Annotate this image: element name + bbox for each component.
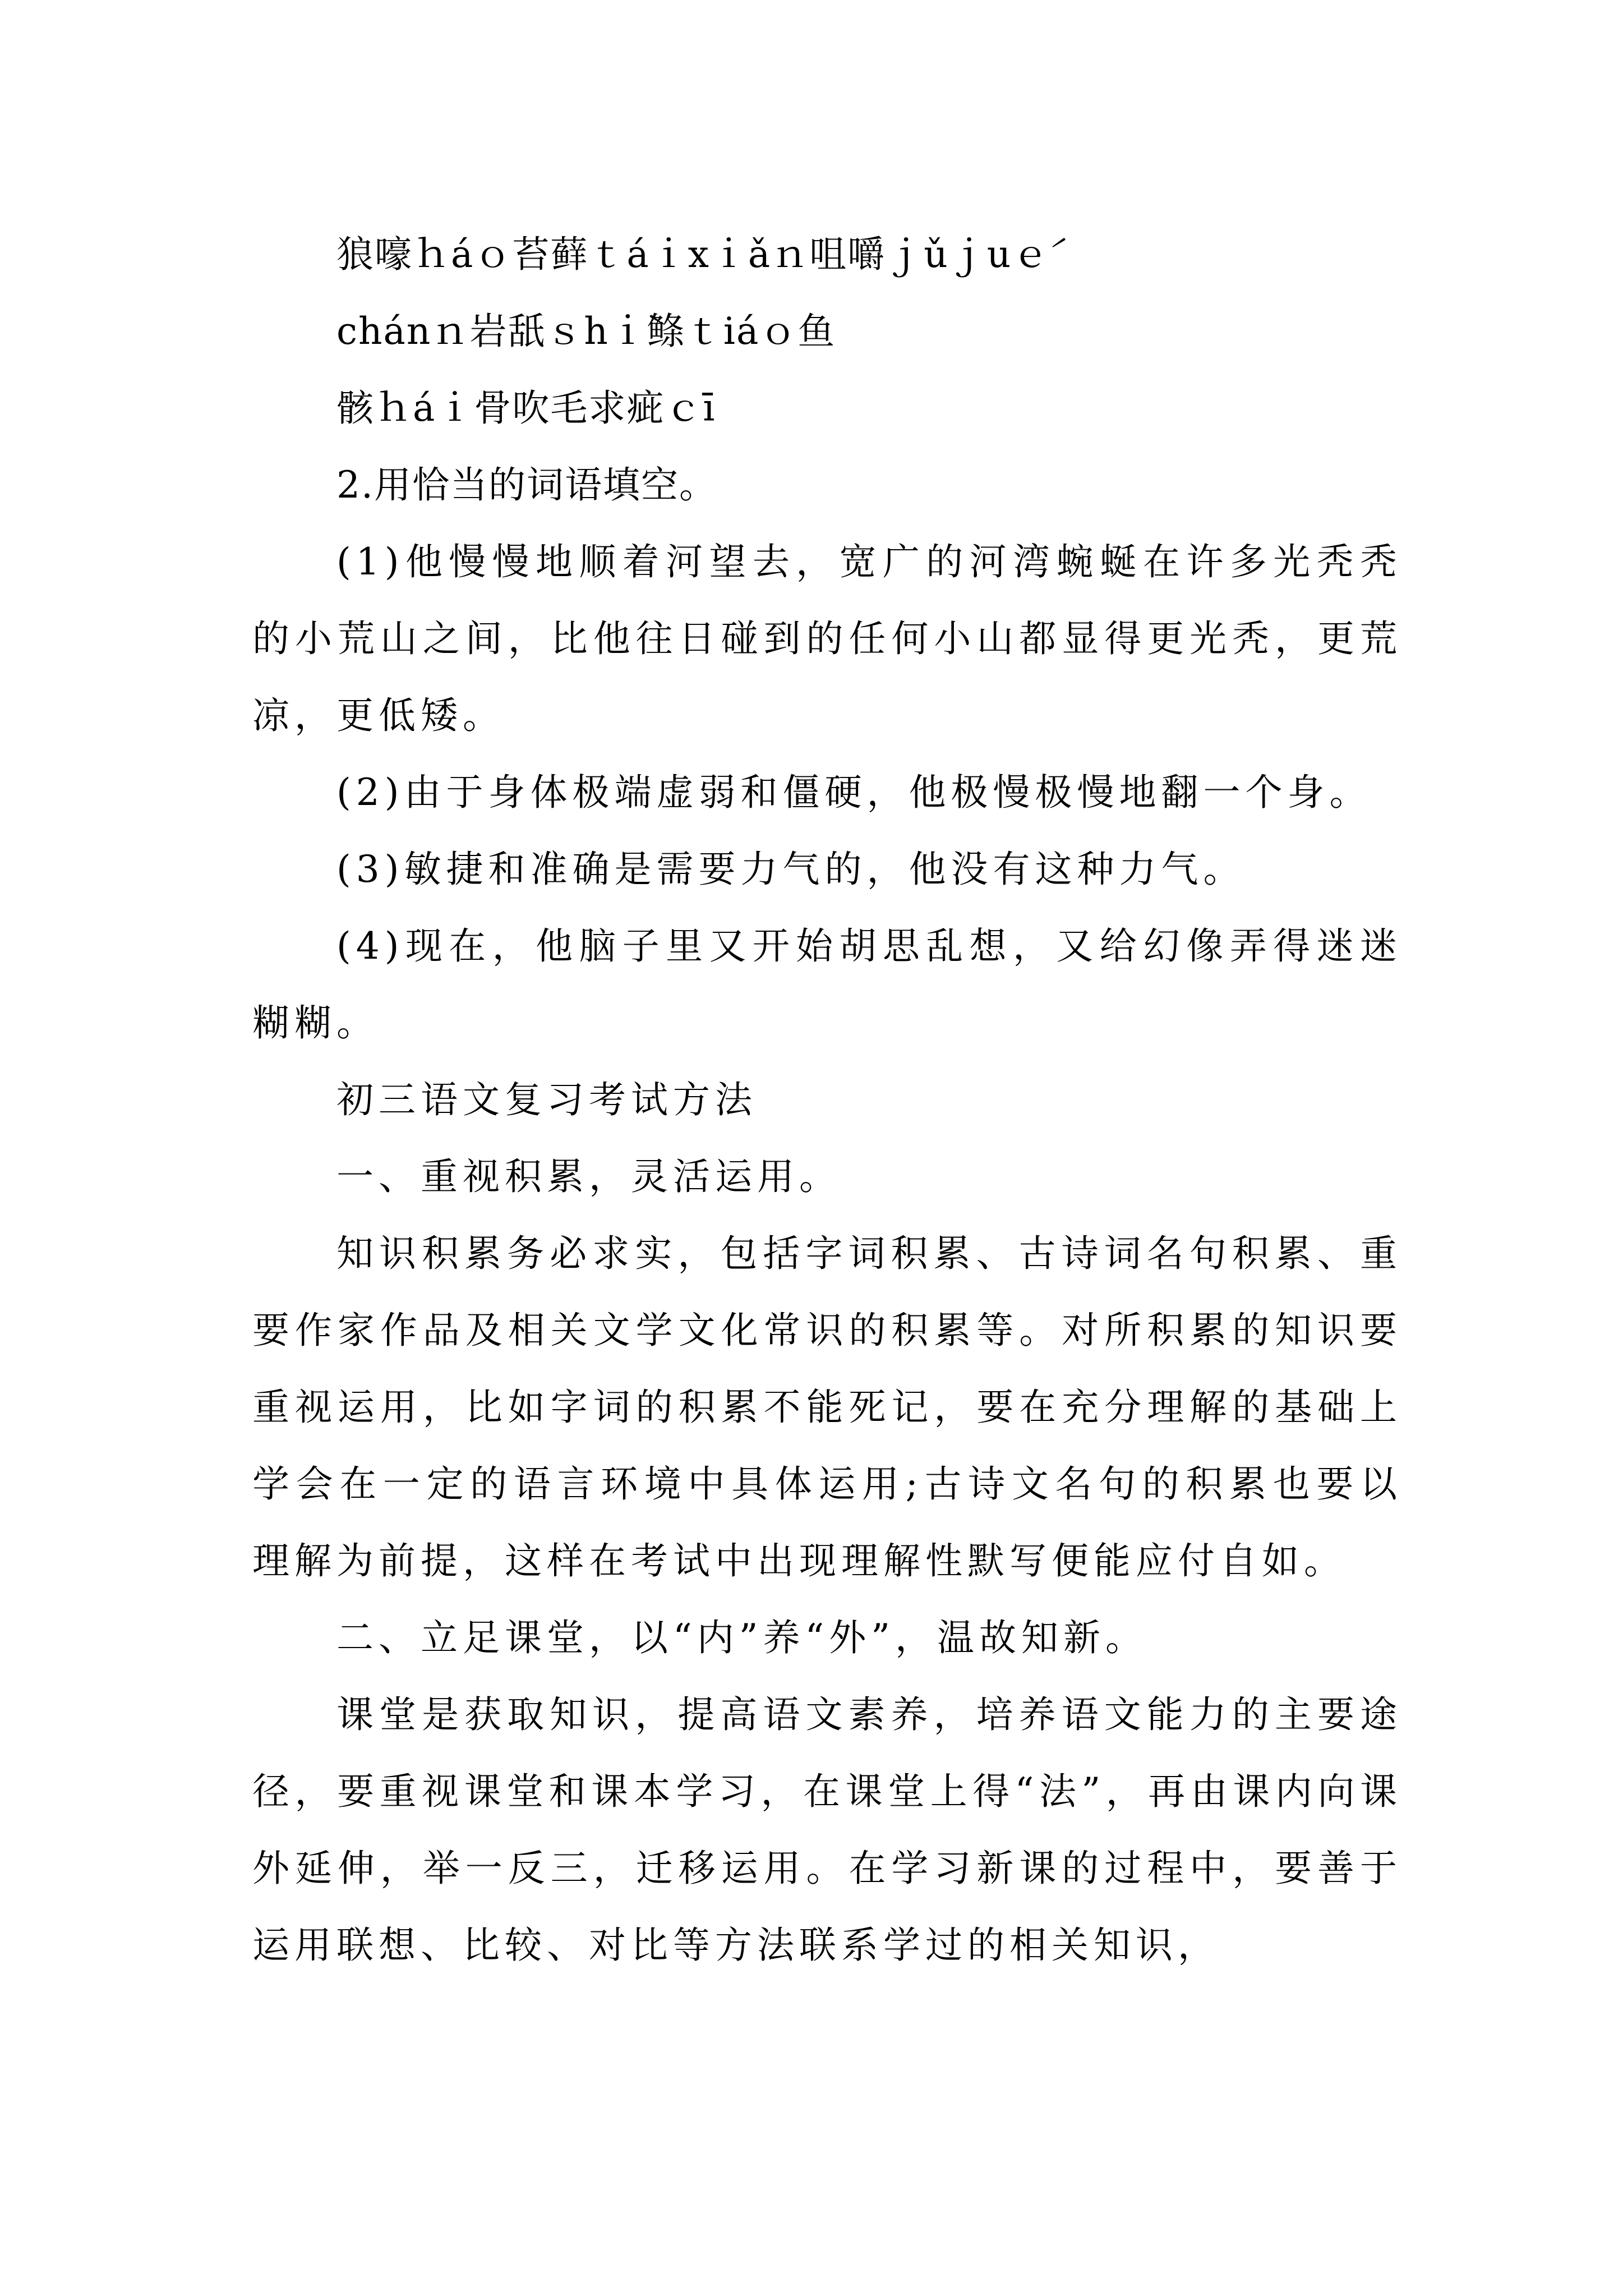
method-paragraph-2: 课堂是获取知识，提高语文素养，培养语文能力的主要途径，要重视课堂和课本学习，在课堂上得“法”，再由课内向课外延伸，举一反三，迁移运用。在学习新课的过程中，要善于运用联想、比较、对比等方法联系学过的相关知识，	[252, 1693, 1402, 1967]
exercise-item-2: (2)由于身体极端虚弱和僵硬，他极慢极慢地翻一个身。	[336, 771, 1372, 814]
pinyin-line-3: 骸ｈáｉ骨吹毛求疵ｃī	[336, 386, 716, 430]
exercise-item-1: (1)他慢慢地顺着河望去，宽广的河湾蜿蜒在许多光秃秃的小荒山之间，比他往日碰到的任何小山都显得更光秃，更荒凉，更低矮。	[252, 540, 1402, 737]
method-paragraph-1: 知识积累务必求实，包括字词积累、古诗词名句积累、重要作家作品及相关文学文化常识的积累等。对所积累的知识要重视运用，比如字词的积累不能死记，要在充分理解的基础上学会在一定的语言环境中具体运用;古诗文名句的积累也要以理解为前提，这样在考试中出现理解性默写便能应付自如。	[252, 1232, 1402, 1582]
section-title: 初三语文复习考试方法	[336, 1078, 757, 1121]
method-heading-1: 一、重视积累，灵活运用。	[336, 1155, 841, 1198]
exercise-item-4: (4)现在，他脑子里又开始胡思乱想，又给幻像弄得迷迷糊糊。	[252, 924, 1402, 1045]
pinyin-line-2: chánｎ岩舐ｓhｉ̀鲦ｔiáｏ鱼	[336, 310, 836, 353]
exercise-heading: 2.用恰当的词语填空。	[336, 463, 717, 507]
exercise-item-3: (3)敏捷和准确是需要力气的，他没有这种力气。	[336, 848, 1246, 891]
method-heading-2: 二、立足课堂，以“内”养“外”，温故知新。	[336, 1616, 1147, 1659]
document-body	[252, 216, 1402, 1984]
pinyin-line-1: 狼嚎ｈáｏ苔藓ｔáｉxｉǎｎ咀嚼ｊǔｊuｅ́	[336, 233, 1050, 276]
